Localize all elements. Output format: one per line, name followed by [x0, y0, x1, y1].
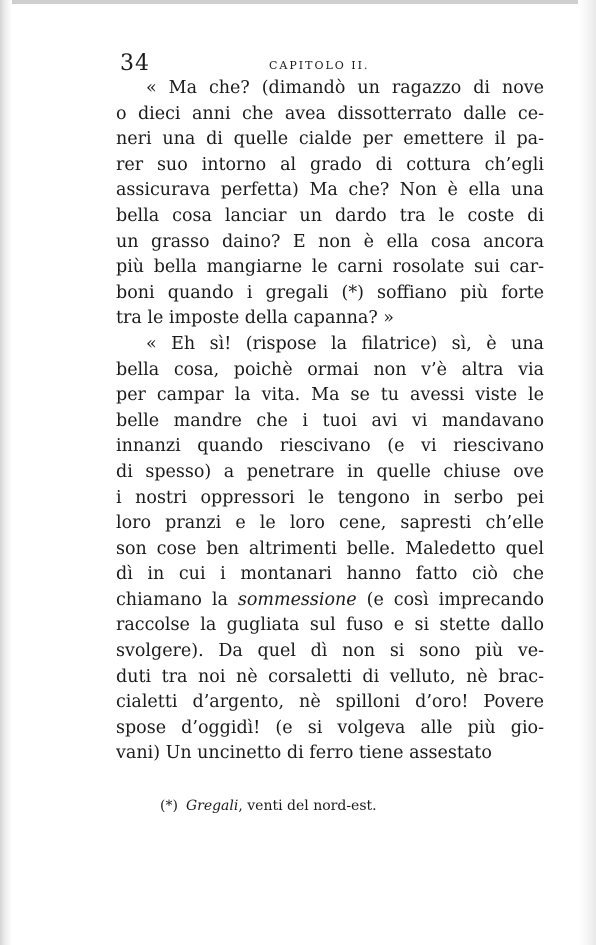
footnote [160, 797, 377, 815]
text-line: o dieci anni che avea dissotterrato dalle ce- [116, 103, 544, 124]
text-line: i nostri oppressori le tengono in serbo pei [116, 487, 544, 508]
text-line: spose d’oggidì! (e si volgeva alle più gio- [116, 717, 544, 738]
text-line: assicurava perfetta) Ma che? Non è ella una [116, 180, 544, 201]
page-number: 34 [120, 51, 150, 76]
text-line: raccolse la gugliata sul fuso e si stette dallo [116, 615, 544, 636]
text-line: belle mandre che i tuoi avi vi mandavano [116, 410, 544, 431]
emphasized-word: sommessione [237, 589, 357, 610]
page-left-edge [0, 0, 12, 945]
text-line: innanzi quando riescivano (e vi riescivano [116, 436, 544, 457]
text-line: dì in cui i montanari hanno fatto ciò che [116, 564, 544, 585]
text-line: loro pranzi e le loro cene, sapresti ch’elle [116, 513, 544, 534]
body-text [116, 76, 544, 767]
text-line: vani) Un uncinetto di ferro tiene assestato [116, 743, 492, 764]
text-line: svolgere). Da quel dì non si sono più ve- [116, 641, 544, 662]
text-line: rer suo intorno al grado di cottura ch’egli [116, 154, 544, 175]
running-head [108, 50, 548, 78]
text-line: bella cosa lanciar un dardo tra le coste di [116, 205, 544, 226]
text-line: boni quando i gregali (*) soffiano più forte [116, 282, 544, 303]
text-line: « Ma che? (dimandò un ragazzo di nove [146, 78, 544, 98]
footnote-term: Gregali [185, 798, 239, 814]
text-line: cialetti d’argento, nè spilloni d’oro! Povere [116, 692, 544, 713]
footnote-text: , venti del nord-est. [238, 798, 377, 814]
text-line: duti tra noi nè corsaletti di velluto, nè brac- [116, 666, 544, 687]
footnote-marker: (*) [160, 798, 178, 814]
text-line: bella cosa, poichè ormai non v’è altra via [116, 359, 544, 380]
page-top-border [0, 0, 596, 4]
text-line: per campar la vita. Ma se tu avessi viste le [116, 385, 544, 406]
chapter-heading: CAPITOLO II. [269, 59, 370, 72]
text-line: « Eh sì! (rispose la filatrice) sì, è una [146, 333, 544, 354]
page-right-edge [578, 0, 596, 945]
text-line: chiamano la sommessione (e così imprecando [116, 589, 544, 610]
text-line: son cose ben altrimenti belle. Maledetto quel [116, 538, 544, 559]
text-line: più bella mangiarne le carni rosolate sui car- [116, 257, 544, 278]
text-line: neri una di quelle cialde per emettere il pa- [116, 129, 544, 150]
text-line: tra le imposte della capanna? » [116, 308, 395, 329]
text-line: di spesso) a penetrare in quelle chiuse ove [116, 461, 544, 482]
text-line: un grasso daino? E non è ella cosa ancora [116, 231, 544, 252]
